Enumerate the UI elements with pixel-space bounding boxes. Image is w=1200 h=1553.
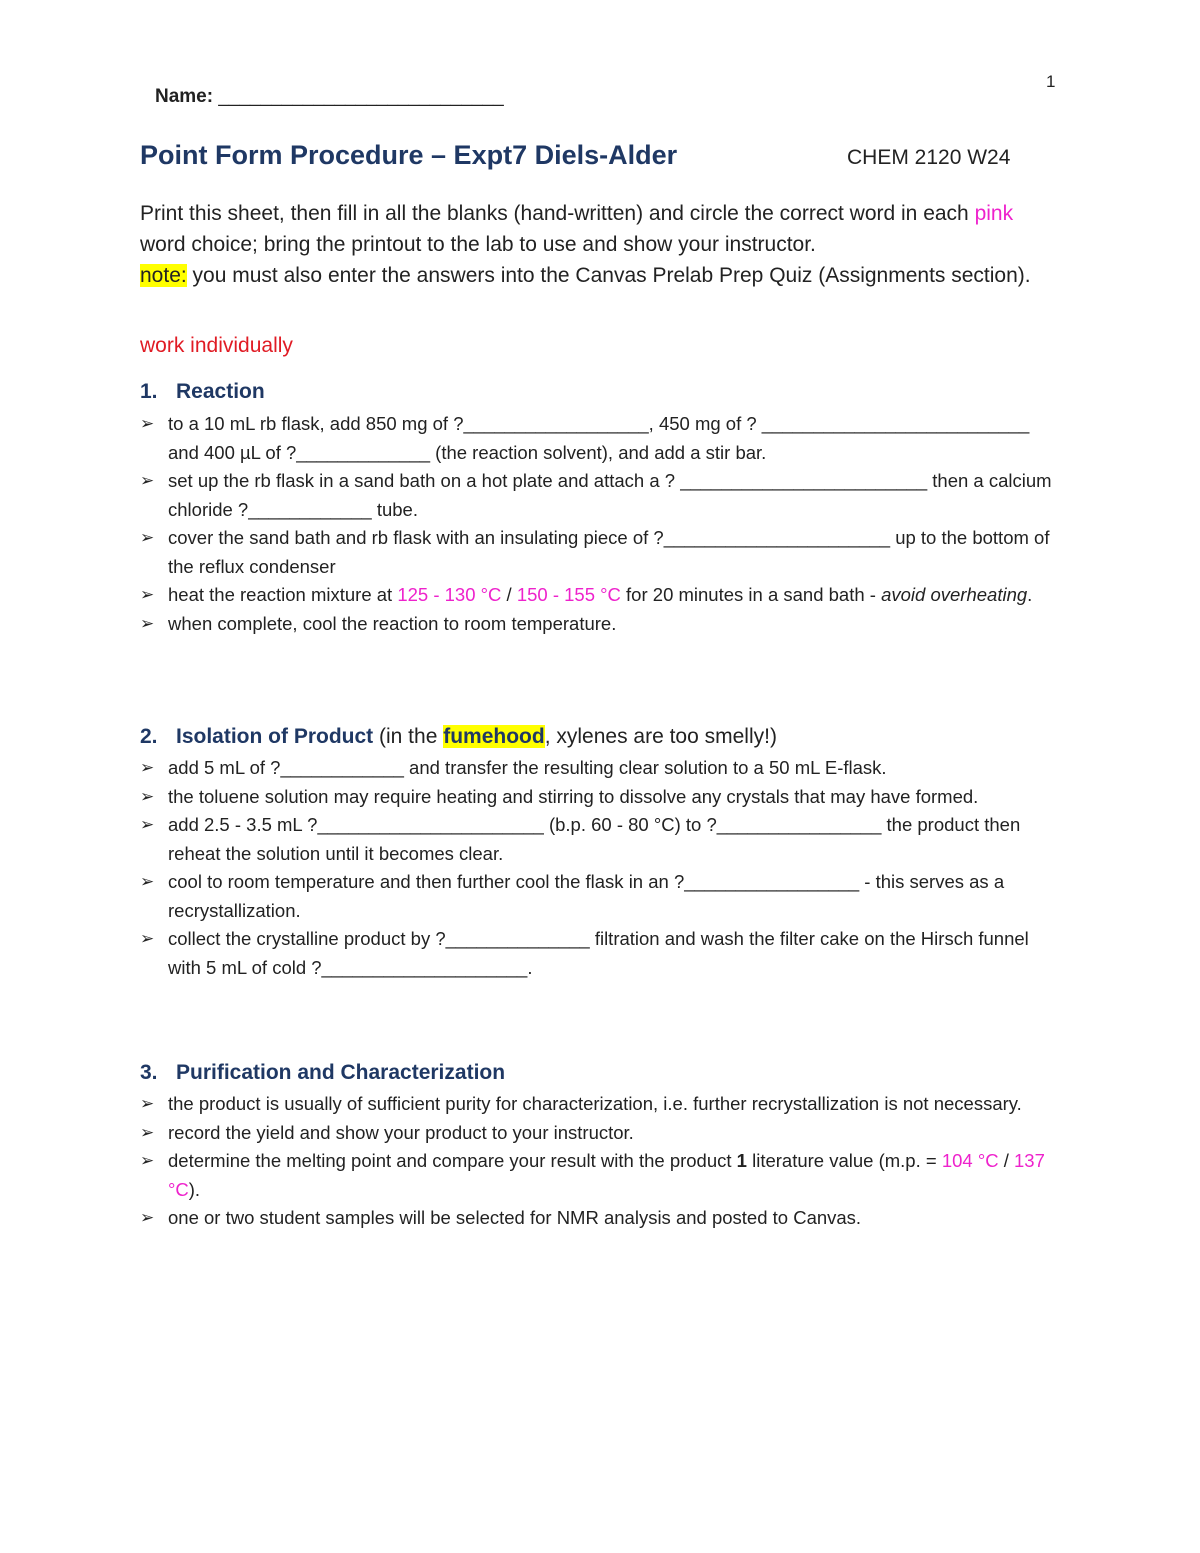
section-3-heading: [140, 1061, 505, 1085]
list-item: [140, 754, 1065, 783]
bullet-text: one or two student samples will be selected for NMR analysis and posted to Canvas.: [168, 1207, 862, 1228]
arrow-bullet-icon: ➢: [140, 414, 155, 433]
arrow-bullet-icon: ➢: [140, 815, 155, 834]
section-2-title: Isolation of Product: [176, 725, 374, 748]
list-item: [140, 1119, 1065, 1148]
bullet-text: when complete, cool the reaction to room temperature.: [168, 612, 617, 634]
work-individually: work individually: [140, 334, 293, 357]
bullet-text: literature value (m.p. =: [746, 1150, 942, 1171]
intro-paragraph: [140, 198, 1060, 291]
section-1-number: 1.: [140, 380, 158, 403]
section-2-note: , xylenes are too smelly!): [544, 725, 777, 748]
bullet-text: heat the reaction mixture at: [168, 584, 398, 605]
temp-choice-1[interactable]: 125 - 130 °C: [397, 584, 502, 605]
list-item: [140, 524, 1065, 581]
temp-choice-2[interactable]: 150 - 155 °C: [516, 584, 621, 605]
bullet-text[interactable]: cover the sand bath and rb flask with an insulating piece of ?______________________ up to the bottom of the reflux condenser: [168, 527, 1050, 577]
bullet-text[interactable]: add 2.5 - 3.5 mL ?______________________ (b.p. 60 - 80 °C) to ?________________ the product then reheat the solution until it becomes clear.: [168, 814, 1021, 864]
list-item: [140, 581, 1065, 610]
arrow-bullet-icon: ➢: [140, 786, 155, 806]
note-text: you must also enter the answers into the Canvas Prelab Prep Quiz (Assignments section).: [186, 264, 1031, 287]
section-3-number: 3.: [140, 1061, 158, 1084]
list-item: [140, 467, 1065, 524]
arrow-bullet-icon: ➢: [140, 1151, 155, 1170]
section-2-note: (in the: [373, 725, 444, 748]
list-item: [140, 783, 1065, 812]
section-2-heading: [140, 725, 777, 749]
bullet-text: .: [1027, 584, 1033, 605]
list-item: [140, 1090, 1065, 1119]
arrow-bullet-icon: ➢: [140, 585, 155, 604]
section-1-title: Reaction: [176, 380, 265, 403]
bullet-text[interactable]: collect the crystalline product by ?______________ filtration and wash the filter cake on the Hirsch funnel with 5 mL of cold ?____________________.: [168, 928, 1029, 978]
list-item: [140, 868, 1065, 925]
bullet-text[interactable]: add 5 mL of ?____________ and transfer the resulting clear solution to a 50 mL E-flask.: [168, 757, 887, 778]
mp-choice-2[interactable]: 137 °C: [168, 1150, 1045, 1200]
arrow-bullet-icon: ➢: [140, 471, 155, 490]
avoid-overheating: avoid overheating: [881, 584, 1028, 605]
bullet-text: for 20 minutes in a sand bath -: [620, 584, 882, 605]
arrow-bullet-icon: ➢: [140, 872, 155, 891]
intro-text-1: Print this sheet, then fill in all the blanks (hand-written) and circle the correct word in each: [140, 202, 975, 225]
section-2-number: 2.: [140, 725, 158, 748]
arrow-bullet-icon: ➢: [140, 528, 155, 547]
list-item: [140, 1147, 1065, 1204]
list-item: [140, 925, 1065, 982]
name-blank[interactable]: ___________________________: [213, 86, 504, 107]
list-item: [140, 410, 1065, 467]
section-3-list: [140, 1090, 1065, 1233]
mp-choice-1[interactable]: 104 °C: [941, 1150, 999, 1171]
bullet-text[interactable]: cool to room temperature and then further cool the flask in an ?_________________ - this serves as a recrystallization.: [168, 871, 1005, 921]
arrow-bullet-icon: ➢: [140, 1122, 155, 1142]
bullet-text: the product is usually of sufficient purity for characterization, i.e. further recrystallization is not necessary.: [168, 1093, 1022, 1114]
name-label: Name:: [155, 86, 214, 107]
bullet-text[interactable]: set up the rb flask in a sand bath on a hot plate and attach a ? ________________________ then a calcium chloride ?____________ tube.: [168, 470, 1052, 520]
fumehood-highlight: fumehood: [443, 725, 545, 748]
arrow-bullet-icon: ➢: [140, 758, 155, 777]
list-item: [140, 610, 1065, 639]
section-1-heading: [140, 380, 265, 404]
bullet-text: determine the melting point and compare your result with the product: [168, 1150, 737, 1171]
page-number: 1: [1046, 72, 1056, 91]
course-code: CHEM 2120 W24: [847, 146, 1011, 169]
product-number: 1: [736, 1150, 747, 1171]
note-label: note:: [140, 264, 187, 287]
arrow-bullet-icon: ➢: [140, 613, 155, 633]
section-2-list: [140, 754, 1065, 982]
document-title: Point Form Procedure – Expt7 Diels-Alder: [140, 140, 678, 170]
arrow-bullet-icon: ➢: [140, 1208, 155, 1227]
name-field[interactable]: [155, 86, 504, 108]
section-1-list: [140, 410, 1065, 638]
bullet-text: record the yield and show your product to your instructor.: [168, 1121, 634, 1143]
list-item: [140, 811, 1065, 868]
choice-separator: /: [998, 1150, 1015, 1171]
bullet-text: ).: [188, 1178, 201, 1200]
intro-text-2: word choice; bring the printout to the lab to use and show your instructor.: [140, 233, 816, 256]
bullet-text: the toluene solution may require heating and stirring to dissolve any crystals that may have formed.: [168, 785, 979, 807]
choice-separator: /: [501, 584, 517, 605]
arrow-bullet-icon: ➢: [140, 929, 155, 948]
list-item: [140, 1204, 1065, 1233]
section-3-title: Purification and Characterization: [176, 1061, 506, 1084]
arrow-bullet-icon: ➢: [140, 1094, 155, 1113]
pink-word: pink: [974, 202, 1014, 225]
bullet-text[interactable]: to a 10 mL rb flask, add 850 mg of ?__________________, 450 mg of ? __________________________ and 400 µL of ?_____________ (the reaction solvent), and add a stir bar.: [168, 413, 1030, 463]
